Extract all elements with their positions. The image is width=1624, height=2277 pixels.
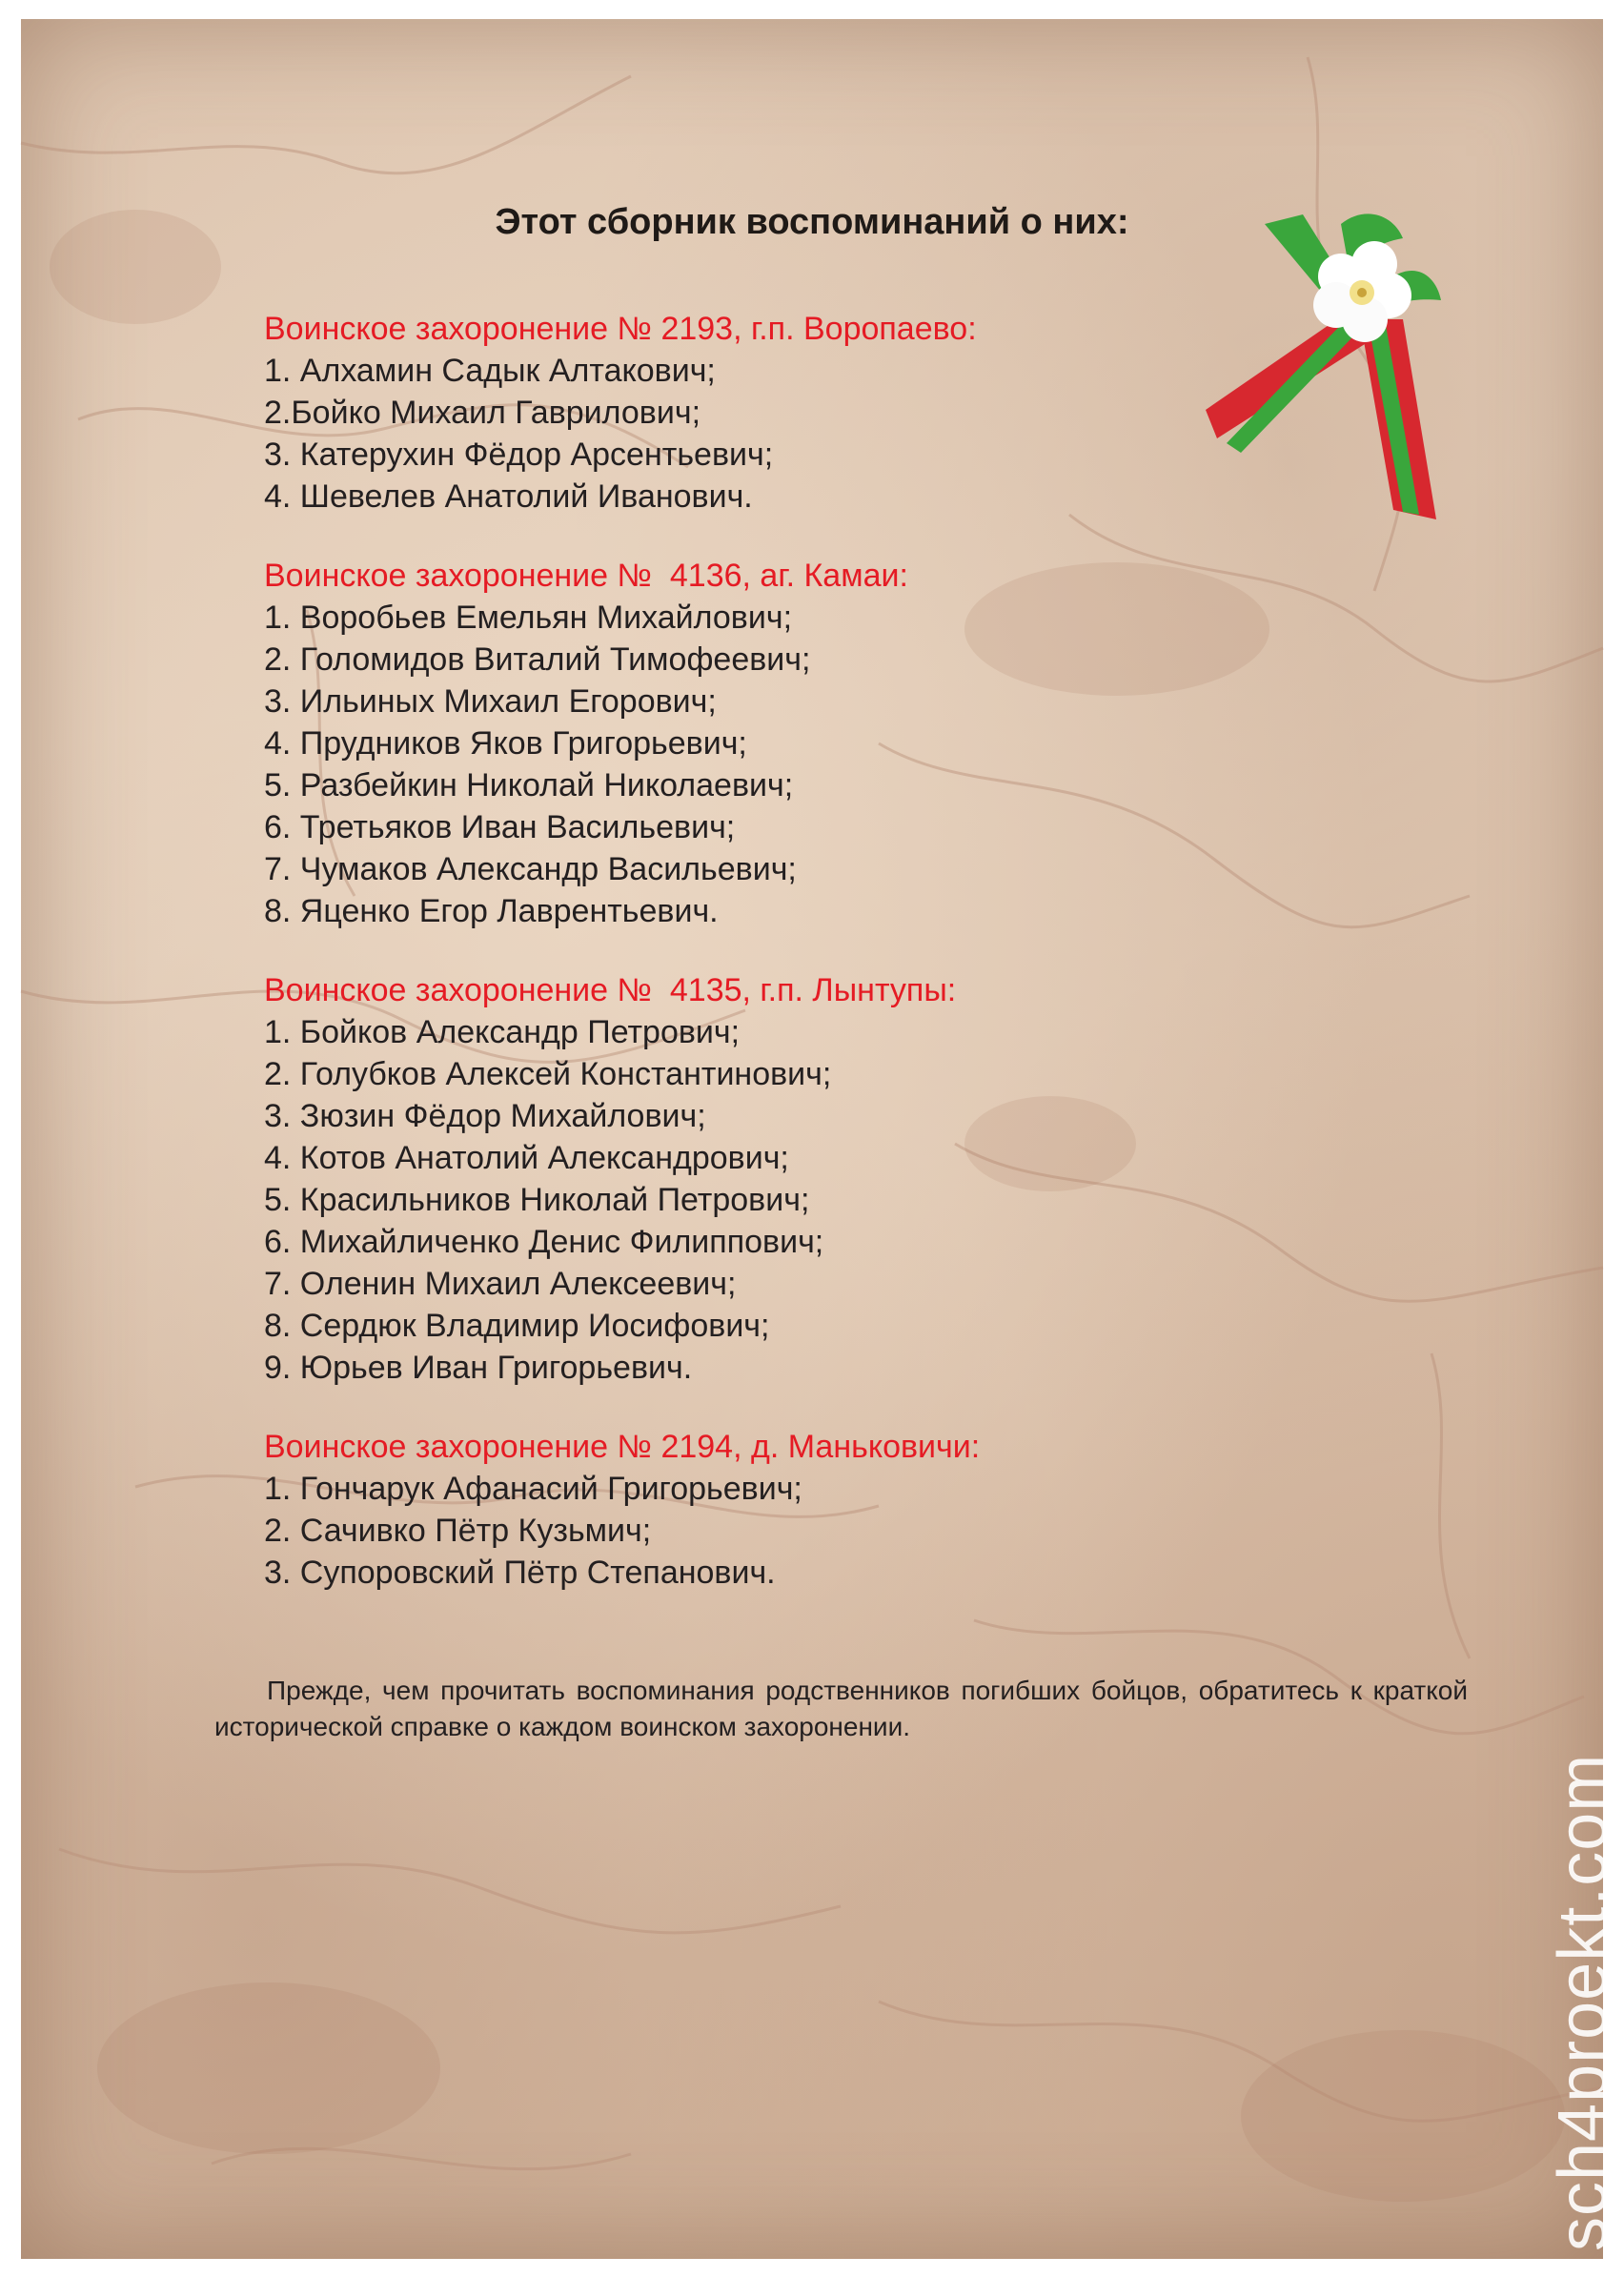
list-item: 4. Шевелев Анатолий Иванович. [264, 478, 753, 515]
list-item: 5. Красильников Николай Петрович; [264, 1182, 810, 1218]
list-item: 1. Алхамин Садык Алтакович; [264, 353, 716, 389]
list-item: 3. Зюзин Фёдор Михайлович; [264, 1098, 706, 1134]
list-item: 2. Голубков Алексей Константинович; [264, 1056, 832, 1092]
list-item: 3. Катерухин Фёдор Арсентьевич; [264, 437, 774, 473]
list-item: 3. Ильиных Михаил Егорович; [264, 683, 717, 720]
burial-sections [264, 308, 1217, 1631]
list-item: 2. Голомидов Виталий Тимофеевич; [264, 641, 811, 678]
burial-section [264, 308, 1217, 518]
document-page [21, 19, 1621, 2259]
list-item: 8. Сердюк Владимир Иосифович; [264, 1308, 770, 1344]
red-green-ribbon-icon [1198, 186, 1484, 539]
list-item: 4. Прудников Яков Григорьевич; [264, 725, 747, 762]
list-item: 2.Бойко Михаил Гаврилович; [264, 395, 701, 431]
watermark: sch4proekt.com [1545, 1753, 1621, 2251]
list-item: 1. Воробьев Емельян Михайлович; [264, 600, 793, 636]
section-heading: Воинское захоронение № 4136, аг. Камаи: [264, 558, 908, 594]
burial-section [264, 969, 1217, 1389]
section-heading: Воинское захоронение № 4135, г.п. Лынтупы: [264, 972, 957, 1008]
list-item: 6. Третьяков Иван Васильевич; [264, 809, 736, 845]
list-item: 9. Юрьев Иван Григорьевич. [264, 1350, 693, 1386]
list-item: 8. Яценко Егор Лаврентьевич. [264, 893, 719, 929]
list-item: 5. Разбейкин Николай Николаевич; [264, 767, 794, 803]
section-heading: Воинское захоронение № 2194, д. Маньковичи: [264, 1429, 981, 1465]
list-item: 2. Сачивко Пётр Кузьмич; [264, 1513, 652, 1549]
list-item: 7. Чумаков Александр Васильевич; [264, 851, 797, 887]
section-heading: Воинское захоронение № 2193, г.п. Воропаево: [264, 311, 977, 347]
list-item: 1. Бойков Александр Петрович; [264, 1014, 741, 1050]
burial-section [264, 1426, 1217, 1594]
intro-note: Прежде, чем прочитать воспоминания родственников погибших бойцов, обратитесь к краткой исторической справке о каждом воинском захоронении. [214, 1676, 1468, 1741]
list-item: 6. Михайличенко Денис Филиппович; [264, 1224, 824, 1260]
list-item: 1. Гончарук Афанасий Григорьевич; [264, 1471, 802, 1507]
page-title: Этот сборник воспоминаний о них: [495, 202, 1129, 242]
burial-section [264, 555, 1217, 932]
list-item: 4. Котов Анатолий Александрович; [264, 1140, 789, 1176]
list-item: 3. Супоровский Пётр Степанович. [264, 1555, 776, 1591]
list-item: 7. Оленин Михаил Алексеевич; [264, 1266, 737, 1302]
